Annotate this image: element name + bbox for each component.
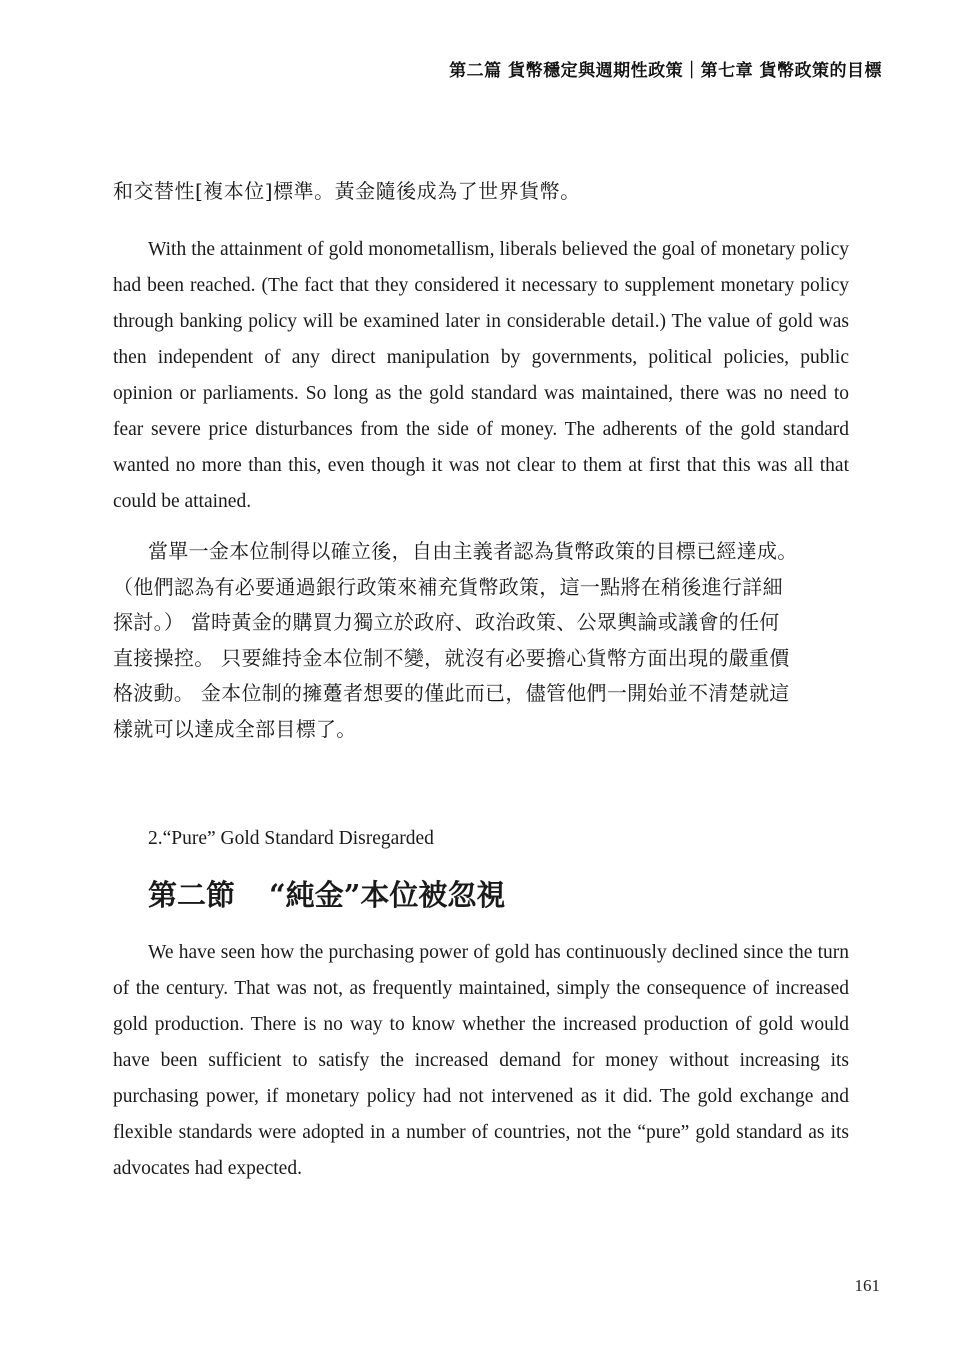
zh-paragraph-line: 直接操控。 只要維持金本位制不變，就沒有必要擔心貨幣方面出現的嚴重價 [113, 645, 790, 670]
zh-paragraph-line: 格波動。 金本位制的擁躉者想要的僅此而已，儘管他們一開始並不清楚就這 [113, 681, 790, 705]
zh-paragraph-line: 當單一金本位制得以確立後，自由主義者認為貨幣政策的目標已經達成。 [148, 539, 798, 563]
running-header: 第二篇 貨幣穩定與週期性政策｜第七章 貨幣政策的目標 [449, 61, 882, 81]
en-paragraph-gold-monometallism: With the attainment of gold monometallism, liberals believed the goal of monetary policy had been reached. (The fact that they considered it necessary to supplement monetary policy through banking policy will be examined later in considerable detail.) The value of gold was then independent of any direct manipulation by governments, political policies, public opinion or parliaments. So long as the gold standard was maintained, there was no need to fear severe price disturbances from the side of money. The adherents of the gold standard wanted no more than this, even though it was not clear to them at first that this was all that could be attained. [113, 239, 849, 512]
page-number: 161 [854, 1276, 880, 1295]
section-heading-zh [148, 875, 849, 915]
zh-paragraph-line: 樣就可以達成全部目標了。 [113, 716, 357, 741]
section-heading-zh-number: 第二節 [148, 878, 236, 912]
en-paragraph-purchasing-power: We have seen how the purchasing power of gold has continuously declined since the turn of the century. That was not, as frequently maintained, simply the consequence of increased gold production. There is no way to know whether the increased production of gold would have been sufficient to satisfy the increased demand for money without increasing its purchasing power, if monetary policy had not intervened as it did. The gold exchange and flexible standards were adopted in a number of countries, not the “pure” gold standard as its advocates had expected. [113, 942, 849, 1179]
zh-paragraph-line: （他們認為有必要通過銀行政策來補充貨幣政策，這一點將在稍後進行詳細 [113, 574, 783, 599]
page-body [113, 172, 849, 1187]
zh-paragraph-line: 探討。） 當時黃金的購買力獨立於政府、政治政策、公眾輿論或議會的任何 [113, 610, 780, 634]
zh-paragraph-gold-monometallism [113, 534, 849, 747]
section-heading-en: 2.“Pure” Gold Standard Disregarded [148, 828, 434, 849]
zh-continuation-text: 和交替性[複本位]標準。黃金隨後成為了世界貨幣。 [113, 179, 581, 203]
section-heading-zh-title: “純金”本位被忽視 [269, 878, 506, 912]
